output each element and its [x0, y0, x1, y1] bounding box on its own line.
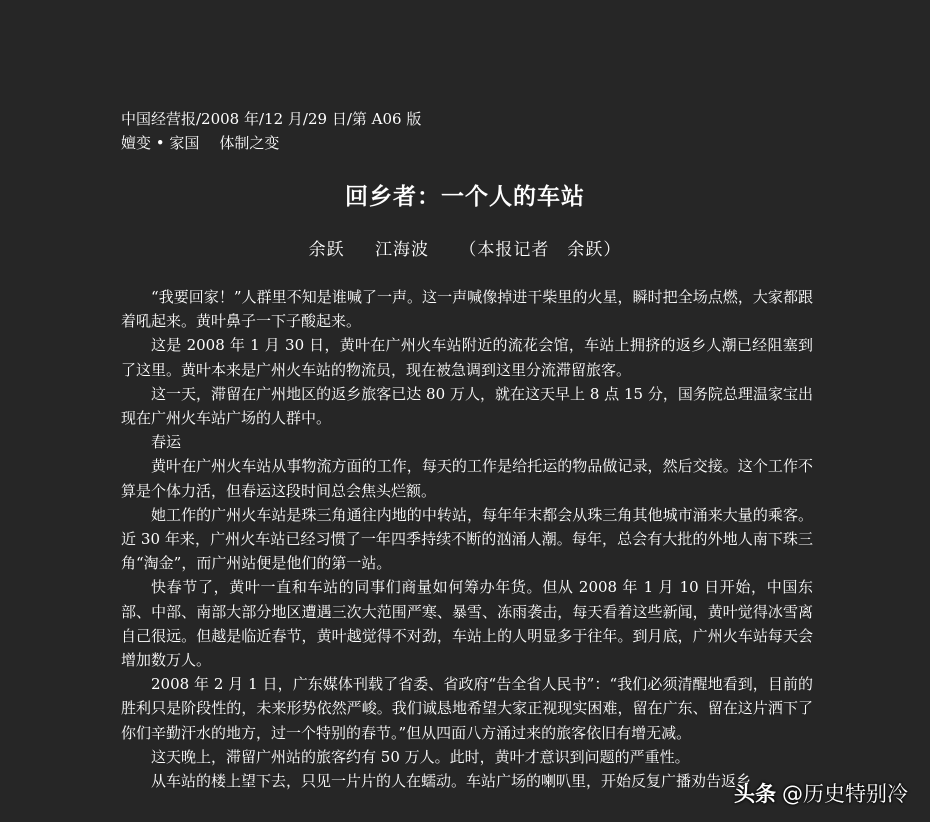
article-title: 回乡者：一个人的车站 — [345, 183, 585, 210]
paragraph: 快春节了，黄叶一直和车站的同事们商量如何筹办年货。但从 2008 年 1 月 10 日开始，中国东部、中部、南部大部分地区遭遇三次大范围严寒、暴雪、冻雨袭击，每天看着这些新闻，黄叶觉得冰雪离自己很远。但越是临近春节，黄叶越觉得不对劲，车站上的人明显多于往年。到月底，广州火车站每天会增加数万人。 — [121, 578, 813, 670]
paragraph: 这一天，滞留在广州地区的返乡旅客已达 80 万人，就在这天早上 8 点 15 分，国务院总理温家宝出现在广州火车站广场的人群中。 — [121, 384, 813, 428]
watermark-brand: 头条 — [734, 782, 776, 806]
paragraph: 从车站的楼上望下去，只见一片片的人在蠕动。车站广场的喇叭里，开始反复广播劝告返乡 — [151, 772, 752, 791]
section-label: 嬗变 • 家国 — [121, 134, 200, 152]
paragraph: 这是 2008 年 1 月 30 日，黄叶在广州火车站附近的流花会馆，车站上拥挤的返乡人潮已经阻塞到了这里。黄叶本来是广州火车站的物流员，现在被急调到这里分流滞留旅客。 — [121, 336, 813, 379]
section-line — [121, 132, 279, 154]
column-label: 体制之变 — [219, 134, 280, 152]
author-1: 余跃 — [308, 240, 345, 260]
byline — [0, 235, 930, 260]
paragraph: “我要回家！”人群里不知是谁喊了一声。这一声喊像掉进干柴里的火星，瞬时把全场点燃，大家都跟着吼起来。黄叶鼻子一下子酸起来。 — [121, 288, 813, 331]
author-2: 江海波 — [375, 240, 429, 260]
paragraph: 这天晚上，滞留广州站的旅客约有 50 万人。此时，黄叶才意识到问题的严重性。 — [151, 747, 690, 766]
paragraph: 黄叶在广州火车站从事物流方面的工作，每天的工作是给托运的物品做记录，然后交接。这个工作不算是个体力活，但春运这段时间总会焦头烂额。 — [121, 457, 813, 500]
paragraph: 2008 年 2 月 1 日，广东媒体刊载了省委、省政府“告全省人民书”：“我们必须清醒地看到，目前的胜利只是阶段性的，未来形势依然严峻。我们诚恳地希望大家正视现实困难，留在广东、留在这片洒下了你们辛勤汗水的地方，过一个特别的春节。”但从四面八方涌过来的旅客依旧有增无减。 — [121, 675, 813, 742]
article-body — [121, 285, 813, 793]
author-note: （本报记者 余跃） — [459, 240, 622, 260]
watermark-account: @历史特别冷 — [782, 782, 908, 806]
source-line: 中国经营报/2008 年/12 月/29 日/第 A06 版 — [121, 110, 422, 128]
section-heading: 春运 — [151, 433, 182, 452]
paragraph: 她工作的广州火车站是珠三角通往内地的中转站，每年年末都会从珠三角其他城市涌来大量的乘客。近 30 年来，广州火车站已经习惯了一年四季持续不断的汹涌人潮。每年，总会有大批的外地人南下珠三角“淘金”，而广州站便是他们的第一站。 — [121, 505, 813, 573]
source-watermark — [734, 778, 908, 808]
